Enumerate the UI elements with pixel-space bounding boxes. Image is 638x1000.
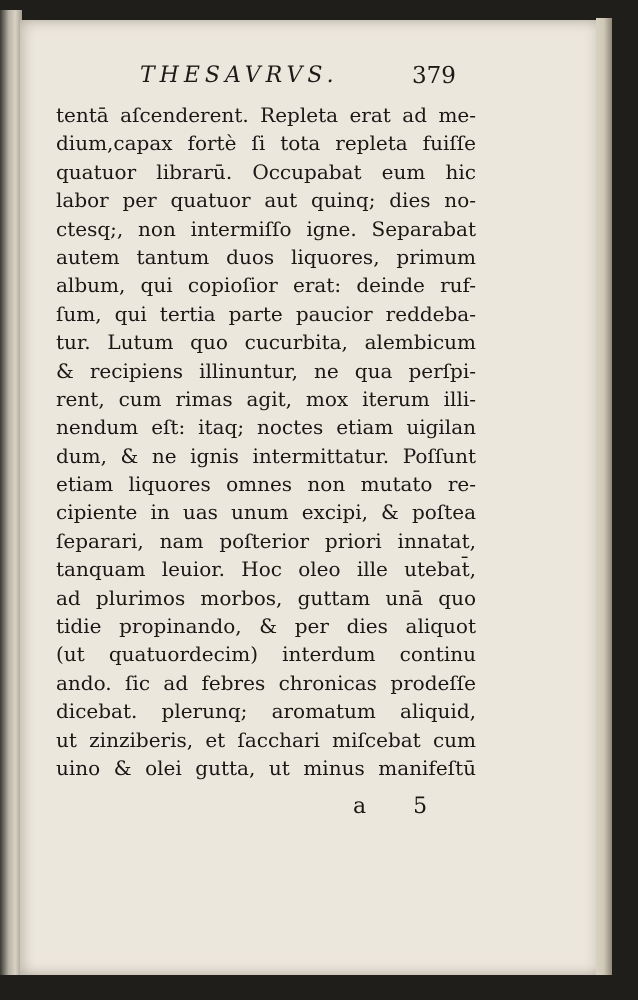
text-line: ſeparari, nam poſterior priori innatat, xyxy=(56,528,476,553)
text-line: ſum, qui tertia parte paucior reddeba- xyxy=(56,301,476,326)
text-line: tur. Lutum quo cucurbita, alembicum xyxy=(56,330,476,355)
text-line: dum, & ne ignis intermittatur. Poſſunt xyxy=(56,443,476,468)
text-line: ando. ſic ad febres chronicas prodeſſe xyxy=(56,670,476,695)
text-line: uino & olei gutta, ut minus manifeſtū xyxy=(56,755,476,780)
text-line: & recipiens illinuntur, ne qua perſpi- xyxy=(56,358,476,383)
text-line: cipiente in uas unum excipi, & poſtea xyxy=(56,500,476,525)
text-line: ad plurimos morbos, guttam unā quo xyxy=(56,585,476,610)
text-line: (ut quatuordecim) interdum continu xyxy=(56,642,476,667)
scan-bottom-margin xyxy=(0,975,638,1000)
text-line: autem tantum duos liquores, primum xyxy=(56,244,476,269)
text-line: dicebat. plerunq; aromatum aliquid, xyxy=(56,699,476,724)
text-line: ut zinziberis, et ſacchari miſcebat cum xyxy=(56,727,476,752)
text-line: album, qui copioſior erat: deinde ruf- xyxy=(56,273,476,298)
text-line: dium,capax fortè ſi tota repleta fuiſſe xyxy=(56,131,476,156)
text-line: tanquam leuior. Hoc oleo ille utebat̄, xyxy=(56,557,476,582)
facing-page-edge xyxy=(0,10,22,985)
text-line: etiam liquores omnes non mutato re- xyxy=(56,472,476,497)
text-line: tentā aſcenderent. Repleta erat ad me- xyxy=(56,103,476,127)
text-line: ctesq;, non intermiſſo igne. Separabat xyxy=(56,216,476,241)
signature-mark: a 5 xyxy=(353,794,448,819)
body-text xyxy=(56,101,476,782)
text-line: rent, cum rimas agit, mox iterum illi- xyxy=(56,386,476,411)
text-line: labor per quatuor aut quinq; dies no- xyxy=(56,188,476,213)
text-line: tidie propinando, & per dies aliquot xyxy=(56,614,476,639)
page-fore-edge xyxy=(596,18,612,976)
running-title: THESAVRVS. xyxy=(140,63,339,88)
text-line: nendum eſt: itaq; noctes etiam uigilan xyxy=(56,415,476,440)
page-number: 379 xyxy=(412,63,456,89)
text-line: quatuor librarū. Occupabat eum hic xyxy=(56,159,476,184)
